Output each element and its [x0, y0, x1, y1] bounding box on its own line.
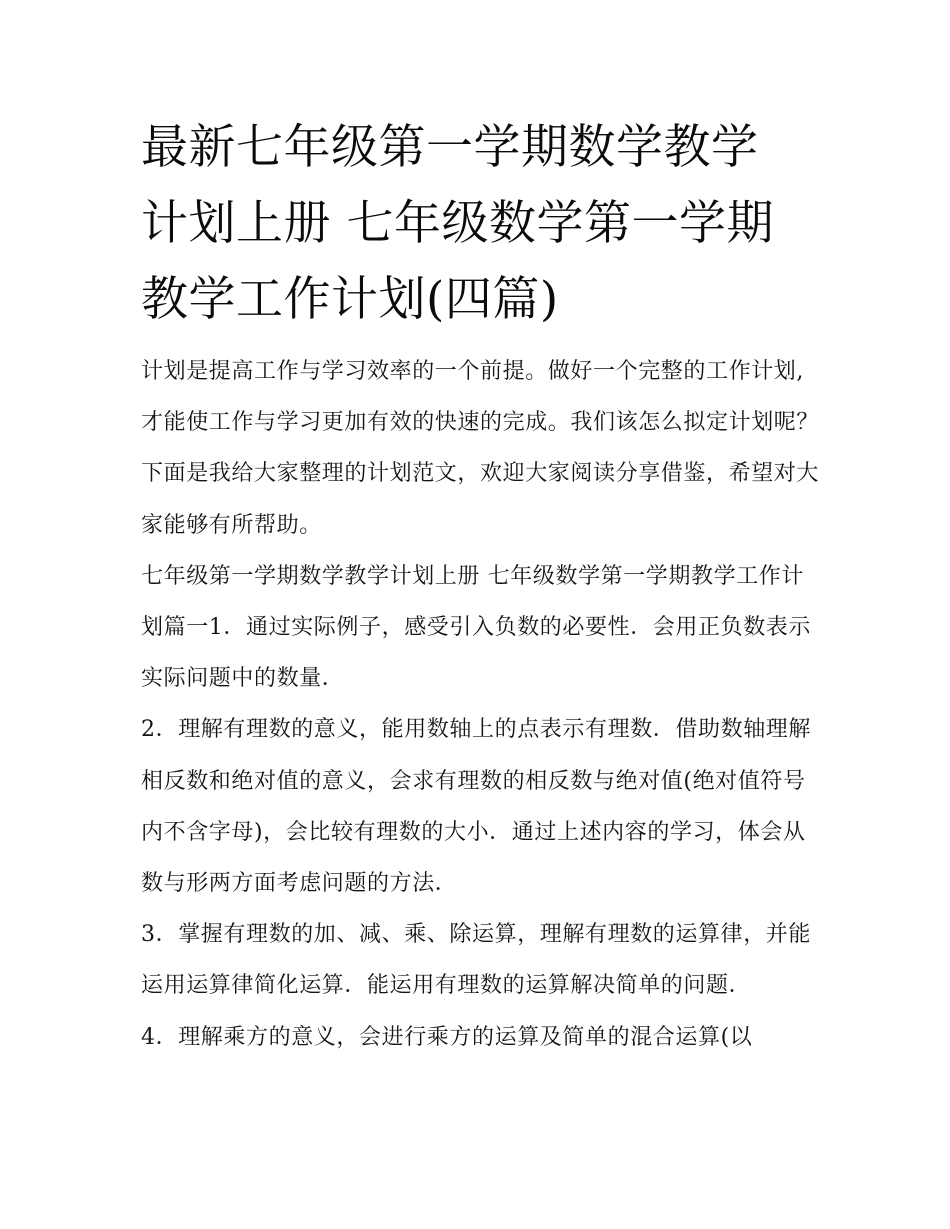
title-line: 教学工作计划(四篇): [141, 272, 559, 327]
numbered-item-3: 3．掌握有理数的加、减、乘、除运算，理解有理数的运算律，并能运用运算律简化运算．能运用有理数的运算解决简单的问题．: [141, 922, 811, 999]
numbered-item-2: 2．理解有理数的意义，能用数轴上的点表示有理数．借助数轴理解相反数和绝对值的意义，会求有理数的相反数与绝对值(绝对值符号内不含字母)，会比较有理数的大小．通过上述内容的学习，体会从数与形两方面考虑问题的方法．: [141, 717, 811, 897]
numbered-item-4: 4．理解乘方的意义，会进行乘方的运算及简单的混合运算(以: [141, 1024, 753, 1050]
plan-heading-paragraph: 七年级第一学期数学教学计划上册 七年级数学第一学期教学工作计划篇一1．通过实际例子，感受引入负数的必要性．会用正负数表示实际问题中的数量．: [141, 563, 811, 692]
title-line: 最新七年级第一学期数学教学: [141, 120, 759, 175]
document-title: [141, 110, 821, 338]
title-line: 计划上册 七年级数学第一学期: [141, 196, 774, 251]
document-body: [141, 110, 821, 1063]
intro-paragraph: 计划是提高工作与学习效率的一个前提。做好一个完整的工作计划,才能使工作与学习更加有效的快速的完成。我们该怎么拟定计划呢？下面是我给大家整理的计划范文，欢迎大家阅读分享借鉴，希望对大家能够有所帮助。: [141, 359, 820, 538]
